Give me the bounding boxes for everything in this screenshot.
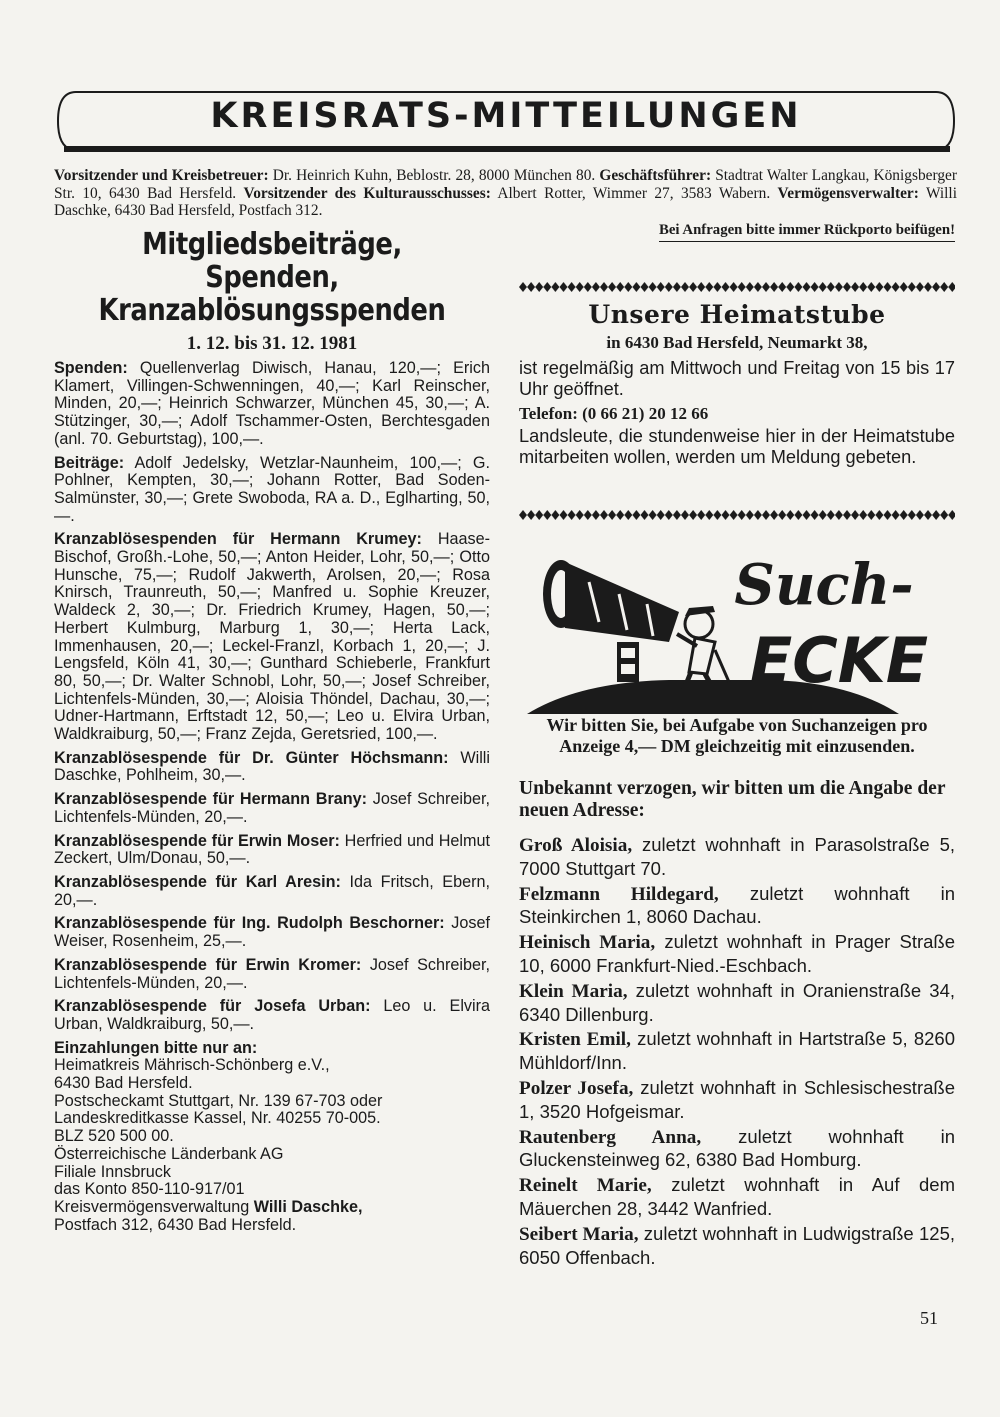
postage-note: Bei Anfragen bitte immer Rückporto beifügen! (659, 222, 955, 242)
list-item (519, 834, 955, 881)
heimatstube-call: Landsleute, die stundenweise hier in der Heimatstube mitarbeiten wollen, werden um Meldung gebeten. (519, 426, 955, 467)
donations-headline (85, 228, 460, 327)
moser-paragraph (54, 833, 490, 868)
ecke-word: ECKE (749, 624, 929, 697)
official-value: Albert Rotter, Wimmer 27, 3583 Wabern. (490, 184, 778, 202)
para-label: Kranzablösespende für Dr. Günter Höchsmann: (54, 748, 449, 767)
such-fee-note: Wir bitten Sie, bei Aufgabe von Suchanzeigen pro Anzeige 4,— DM gleichzeitig mit einzusenden. (546, 715, 928, 756)
list-item (519, 1077, 955, 1124)
date-range: 1. 12. bis 31. 12. 1981 (186, 333, 358, 354)
payment-line: das Konto 850-110-917/01 (54, 1180, 245, 1199)
entry-text: zuletzt wohnhaft in Prager Straße 10, 6000 Frankfurt-Nied.-Eschbach. (519, 931, 956, 976)
section-banner (56, 88, 956, 154)
man-figure (677, 606, 729, 692)
such-word: Such- (734, 552, 914, 618)
entry-name: Groß Aloisia, (519, 835, 633, 856)
entry-name: Kristen Emil, (519, 1029, 631, 1051)
entry-name: Felzmann Hildegard, (519, 883, 719, 905)
payment-line: Österreichische Länderbank AG (54, 1144, 284, 1163)
entry-text: zuletzt wohnhaft in Auf dem Mäuerchen 28, 3442 Wanfried. (519, 1174, 955, 1219)
such-ecke-illustration (519, 542, 955, 726)
para-label: Kranzablösespende für Karl Aresin: (54, 872, 341, 891)
krumey-paragraph (54, 531, 490, 743)
heimatstube-title: Unsere Heimatstube (588, 300, 886, 329)
hoechsmann-paragraph (54, 750, 490, 785)
para-label: Kranzablösespende für Josefa Urban: (54, 997, 371, 1016)
para-label: Kranzablösespenden für Hermann Krumey: (54, 530, 422, 549)
official-label: Geschäftsführer: (599, 167, 712, 184)
para-label: Kranzablösespende für Hermann Brany: (54, 790, 368, 809)
list-item (519, 1223, 955, 1270)
para-text: Willi Daschke, Pohlheim, 30,—. (54, 748, 490, 785)
payment-line (54, 1199, 490, 1217)
entry-text: zuletzt wohnhaft in Oranienstraße 34, 6340 Dillenburg. (519, 979, 955, 1025)
payment-line: Postfach 312, 6430 Bad Hersfeld. (54, 1215, 297, 1234)
para-label: Spenden: (54, 359, 128, 377)
banner-title: KREISRATS-MITTEILUNGEN (210, 96, 802, 136)
payment-line: Landeskreditkasse Kassel, Nr. 40255 70-005. (54, 1109, 381, 1128)
diamond-rule (519, 510, 955, 520)
official-value: Stadtrat Walter Langkau, Königsberger Str. 10, 6430 Bad Hersfeld. (54, 167, 957, 202)
entry-text: zuletzt wohnhaft in Parasolstraße 5, 7000 Stuttgart 70. (519, 834, 955, 879)
para-label: Kranzablösespende für Erwin Kromer: (54, 955, 362, 974)
entry-text: zuletzt wohnhaft in Ludwigstraße 125, 6050 Offenbach. (519, 1222, 955, 1268)
list-item (519, 980, 955, 1027)
para-text: Josef Schreiber, Lichtenfels-Münden, 20,—. (54, 790, 490, 826)
payment-line: 6430 Bad Hersfeld. (54, 1074, 193, 1093)
telescope-icon (543, 560, 679, 682)
para-text: Ida Fritsch, Ebern, 20,—. (54, 872, 490, 909)
official-value: Dr. Heinrich Kuhn, Beblostr. 28, 8000 München 80. (268, 167, 600, 184)
payment-line: Heimatkreis Mährisch-Schönberg e.V., (54, 1056, 330, 1075)
para-text: Haase-Bischof, Großh.-Lohe, 50,—; Anton Heider, Lohr, 50,—; Otto Hunsche, 75,—; Rudolf Jakwerth, Arolsen, 20,—; Rosa Knirsch, Traunreuth, 50,—; Manfred u. Sophie Kreuzer, Waldeck 2, 30,—; Dr. Friedrich Krumey, Hagen, 50,—; Herbert Kulmburg, Marburg 1, 30,—; Herta Lack, Immenhausen, 20,—; Leckel-Franzl, Korbach 1, 20,—; J. Lengsfeld, Köln 41, 30,—; Gunthard Schieberle, Frankfurt 80, 50,—; Dr. Walter Schnobl, Lohr, 50,—; Josef Schreiber, Lichtenfels-Münden, 30,—; Aloisia Thöndel, Dachau, 30,—; Udner-Hartmann, Erftstadt 12, 50,—; Leo u. Elvira Urban, Waldkraiburg, 50,—; Franz Zejda, Geretsried, 100,—. (54, 530, 491, 744)
left-column (54, 228, 490, 1234)
entry-name: Heinisch Maria, (519, 932, 656, 954)
payment-line: Filiale Innsbruck (54, 1162, 171, 1181)
urban-paragraph (54, 998, 490, 1033)
kromer-paragraph (54, 957, 490, 992)
entry-text: zuletzt wohnhaft in Schlesischestraße 1, 3520 Hofgeismar. (519, 1076, 955, 1122)
list-item (519, 931, 955, 978)
list-item (519, 1126, 955, 1173)
official-label: Vorsitzender und Kreisbetreuer: (54, 167, 269, 184)
entry-name: Polzer Josefa, (519, 1077, 634, 1099)
list-item (519, 883, 955, 930)
para-text: Josef Schreiber, Lichtenfels-Münden, 20,—. (54, 955, 490, 992)
heimatstube-address: in 6430 Bad Hersfeld, Neumarkt 38, (606, 333, 868, 352)
list-item (519, 1174, 955, 1221)
official-label: Vermögensverwalter: (777, 184, 919, 202)
para-label: Kranzablösespende für Erwin Moser: (54, 831, 340, 850)
entry-text: zuletzt wohnhaft in Steinkirchen 1, 8060 Dachau. (519, 882, 955, 928)
para-text: Josef Weiser, Rosenheim, 25,—. (54, 914, 490, 951)
official-value: Willi Daschke, 6430 Bad Hersfeld, Postfach 312. (54, 184, 957, 219)
brany-paragraph (54, 791, 490, 826)
heimatstube-hours: ist regelmäßig am Mittwoch und Freitag von 15 bis 17 Uhr geöffnet. (519, 358, 955, 399)
payment-prefix: Kreisvermögensverwaltung (54, 1197, 254, 1216)
beitraege-paragraph (54, 455, 490, 526)
payment-line: Postscheckamt Stuttgart, Nr. 139 67-703 oder (54, 1091, 383, 1110)
officials-paragraph (54, 167, 957, 220)
search-entries (519, 834, 955, 1271)
para-label: Kranzablösespende für Ing. Rudolph Beschorner: (54, 914, 445, 933)
para-text: Quellenverlag Diwisch, Hanau, 120,—; Erich Klamert, Villingen-Schwenningen, 40,—; Karl Reinscher, Minden, 20,—; Heinrich Schwarzer, München 45, 30,—; A. Stützinger, 30,—; Adolf Tschammer-Osten, Berchtesgaden (anl. 70. Geburtstag), 100,—. (54, 359, 490, 448)
diamond-rule (519, 282, 955, 292)
headline-line: Kranzablösungsspenden (98, 293, 446, 328)
payment-line: BLZ 520 500 00. (54, 1127, 174, 1146)
entry-text: zuletzt wohnhaft in Gluckensteinweg 62, 6380 Bad Homburg. (519, 1125, 955, 1171)
list-item (519, 1028, 955, 1075)
headline-line: Mitgliedsbeiträge, Spenden, (142, 227, 402, 295)
spenden-paragraph (54, 360, 490, 449)
payment-heading: Einzahlungen bitte nur an: (54, 1038, 258, 1057)
para-text: Herfried und Helmut Zeckert, Ulm/Donau, 50,—. (54, 831, 490, 868)
page-number: 51 (920, 1308, 938, 1328)
para-label: Beiträge: (54, 453, 125, 472)
heimatstube-phone: Telefon: (0 66 21) 20 12 66 (519, 404, 709, 423)
entry-name: Klein Maria, (519, 980, 628, 1002)
para-text: Adolf Jedelsky, Wetzlar-Naunheim, 100,—; G. Pohlner, Kempten, 30,—; Johann Rotter, Bad Soden-Salmünster, 30,—; Grete Swoboda, RA a. D., Eglharting, 50,—. (54, 453, 490, 525)
entry-name: Seibert Maria, (519, 1223, 639, 1245)
para-text: Leo u. Elvira Urban, Waldkraiburg, 50,—. (54, 997, 490, 1033)
unknown-moved-heading: Unbekannt verzogen, wir bitten um die Angabe der neuen Adresse: (519, 778, 946, 821)
payment-name: Willi Daschke, (253, 1197, 363, 1216)
entry-text: zuletzt wohnhaft in Hartstraße 5, 8260 Mühldorf/Inn. (519, 1028, 955, 1074)
entry-name: Reinelt Marie, (519, 1175, 652, 1197)
beschorner-paragraph (54, 915, 490, 950)
aresin-paragraph (54, 874, 490, 909)
official-label: Vorsitzender des Kulturausschusses: (243, 184, 491, 202)
entry-name: Rautenberg Anna, (519, 1126, 702, 1148)
